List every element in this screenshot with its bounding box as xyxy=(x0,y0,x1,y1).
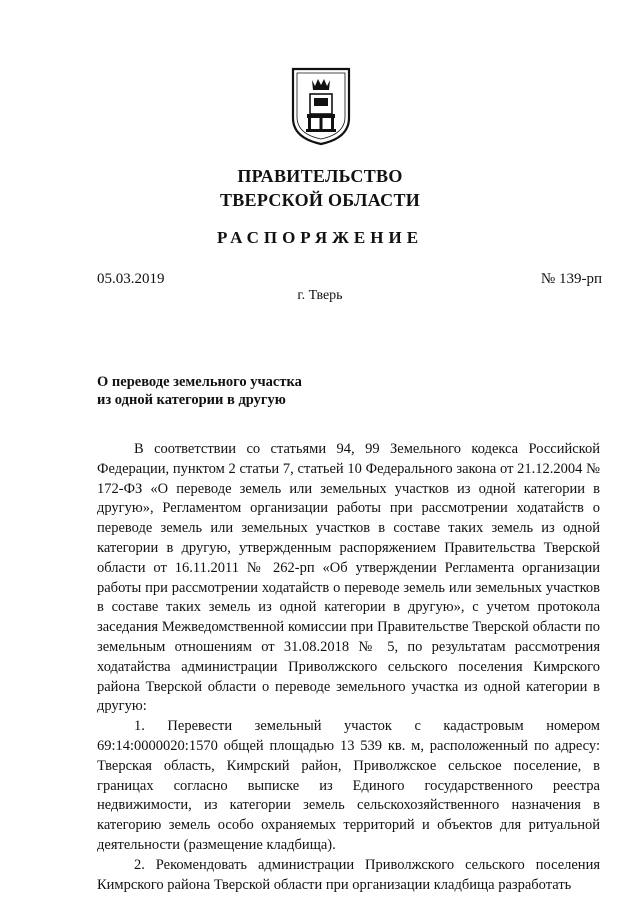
paragraph-preamble: В соответствии со статьями 94, 99 Земельного кодекса Российской Федерации, пунктом 2 статьи 7, статьей 10 Федерального закона от 21.12.2004 № 172-ФЗ «О переводе земель или земельных участков из одной категории в другую», Регламентом организации работы при рассмотрении ходатайств о переводе земель или земельных участков в составе таких земель из одной категории в другую, утвержденным распоряжением Правительства Тверской области от 16.11.2011 № 262-рп «Об утверждении Регламента организации работы при рассмотрении ходатайств о переводе земель или земельных участков в составе таких земель из одной категории в другую», с учетом протокола заседания Межведомственной комиссии при Правительстве Тверской области по земельным отношениям от 31.08.2018 № 5, по результатам рассмотрения ходатайства администрации Приволжского сельского поселения Кимрского района Тверской области о переводе земельного участка из одной категории в другую: xyxy=(97,441,600,715)
document-date: 05.03.2019 xyxy=(97,271,165,287)
document-subject xyxy=(97,373,302,409)
government-name-line2: ТВЕРСКОЙ ОБЛАСТИ xyxy=(219,190,421,210)
document-city: г. Тверь xyxy=(297,288,343,303)
document-number: № 139-рп xyxy=(540,271,602,287)
government-name-line1: ПРАВИТЕЛЬСТВО xyxy=(237,166,403,186)
document-body xyxy=(97,440,600,895)
paragraph-item-1: 1. Перевести земельный участок с кадастровым номером 69:14:0000020:1570 общей площадью 13 539 кв. м, расположенный по адресу: Тверская область, Кимрский район, Приволжское сельское поселение, в границах согласно выписке из Единого государственного реестра недвижимости, из категории земель сельскохозяйственного назначения в категорию земель особо охраняемых территорий и объектов для ритуальной деятельности (размещение кладбища). xyxy=(97,718,600,853)
document-type-title: РАСПОРЯЖЕНИЕ xyxy=(216,228,424,247)
subject-line1: О переводе земельного участка xyxy=(97,374,302,390)
paragraph-item-2: 2. Рекомендовать администрации Приволжского сельского поселения Кимрского района Тверской области при организации кладбища разработать xyxy=(97,856,600,893)
coat-of-arms-emblem xyxy=(290,66,352,146)
subject-line2: из одной категории в другую xyxy=(97,392,286,408)
